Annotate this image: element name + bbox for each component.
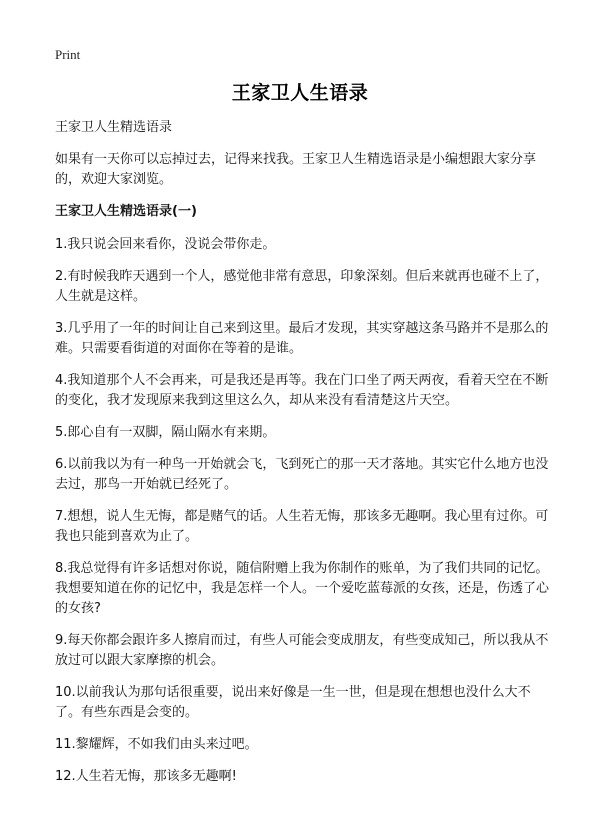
quote-item: 6.以前我以为有一种鸟一开始就会飞，飞到死亡的那一天才落地。其实它什么地方也没去过，那鸟一开始就已经死了。 xyxy=(55,457,549,492)
quote-item: 9.每天你都会跟许多人擦肩而过，有些人可能会变成朋友，有些变成知己，所以我从不放过可以跟大家摩擦的机会。 xyxy=(55,633,549,668)
quote-item: 11.黎耀辉，不如我们由头来过吧。 xyxy=(55,737,258,752)
quote-item: 8.我总觉得有许多话想对你说，随信附赠上我为你制作的账单，为了我们共同的记忆。我想要知道在你的记忆中，我是怎样一个人。一个爱吃蓝莓派的女孩，还是，伤透了心的女孩? xyxy=(55,561,550,616)
quote-item: 12.人生若无悔，那该多无趣啊! xyxy=(55,769,237,784)
article-body xyxy=(55,118,555,799)
quote-item: 1.我只说会回来看你，没说会带你走。 xyxy=(55,237,276,252)
quote-item: 5.郎心自有一双脚，隔山隔水有来期。 xyxy=(55,425,276,440)
page-title: 王家卫人生语录 xyxy=(231,82,369,104)
quote-item: 3.几乎用了一年的时间让自己来到这里。最后才发现，其实穿越这条马路并不是那么的难。只需要看街道的对面你在等着的是谁。 xyxy=(55,321,549,356)
quote-item: 4.我知道那个人不会再来，可是我还是再等。我在门口坐了两天两夜，看着天空在不断的变化，我才发现原来我到这里这么久，却从来没有看清楚这片天空。 xyxy=(55,373,549,408)
quote-item: 2.有时候我昨天遇到一个人，感觉他非常有意思，印象深刻。但后来就再也碰不上了，人生就是这样。 xyxy=(55,269,549,304)
article-subtitle: 王家卫人生精选语录 xyxy=(55,120,173,135)
print-link[interactable]: Print xyxy=(55,47,81,62)
quote-item: 7.想想，说人生无悔，都是赌气的话。人生若无悔，那该多无趣啊。我心里有过你。可我也只能到喜欢为止了。 xyxy=(55,509,549,544)
section-heading: 王家卫人生精选语录(一) xyxy=(55,204,197,219)
quote-item: 10.以前我认为那句话很重要，说出来好像是一生一世，但是现在想想也没什么大不了。有些东西是会变的。 xyxy=(55,685,531,720)
article-intro: 如果有一天你可以忘掉过去，记得来找我。王家卫人生精选语录是小编想跟大家分享的，欢迎大家浏览。 xyxy=(55,152,537,187)
